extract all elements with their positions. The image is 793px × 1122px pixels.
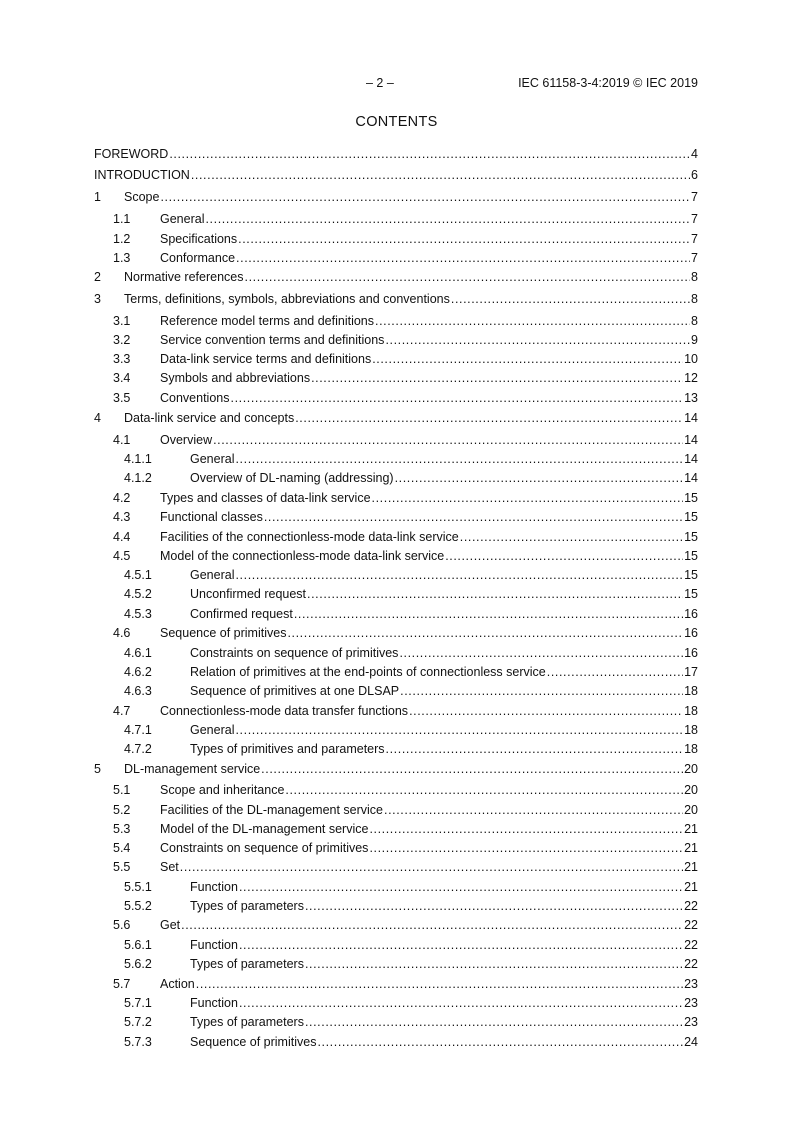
toc-entry-page: 14 [684,471,698,485]
toc-entry-title: Normative references [124,270,244,284]
toc-entry-page: 21 [684,880,698,894]
toc-entry-title: Types of parameters [190,1015,304,1029]
toc-entry-body [160,351,698,367]
toc-entry-number: 5.1 [113,783,131,797]
toc-entry-body [160,250,698,266]
toc-entry-number: 4.3 [113,510,131,524]
toc-entry-body [190,470,698,486]
toc-entry-number: 5.6.1 [124,938,152,952]
toc-entry-number: 4.6.3 [124,684,152,698]
toc-entry-page: 21 [684,822,698,836]
toc-entry-body [160,432,698,448]
toc-entry[interactable] [94,470,698,486]
dot-leader [196,976,683,992]
toc-entry-title: FOREWORD [94,147,169,161]
dot-leader [238,231,690,247]
toc-entry-title: Terms, definitions, symbols, abbreviations and conventions [124,292,450,306]
toc-entry-title: General [190,723,235,737]
toc-entry-title: Action [160,977,195,991]
toc-entry-page: 15 [684,587,698,601]
toc-entry-page: 14 [684,433,698,447]
toc-entry-number: 5.7.2 [124,1015,152,1029]
toc-entry-page: 12 [684,371,698,385]
toc-entry-page: 7 [691,190,698,204]
toc-entry-number: 5.2 [113,803,131,817]
toc-entry-title: Model of the connectionless-mode data-link service [160,549,445,563]
toc-entry-number: 1.3 [113,251,131,265]
toc-entry-title: Unconfirmed request [190,587,307,601]
toc-entry-page: 7 [691,212,698,226]
toc-entry-page: 22 [684,957,698,971]
toc-entry[interactable] [94,859,698,875]
toc-entry-number: 5.3 [113,822,131,836]
toc-entry-page: 22 [684,938,698,952]
toc-entry-page: 16 [684,607,698,621]
toc-entry-page: 15 [684,530,698,544]
toc-entry-number: 4.7 [113,704,131,718]
toc-entry-title: DL-management service [124,762,261,776]
toc-entry-page: 23 [684,1015,698,1029]
toc-entry-number: 4.1.1 [124,452,152,466]
dot-leader [236,250,690,266]
toc-entry-page: 23 [684,996,698,1010]
toc-entry[interactable] [94,432,698,448]
toc-entry[interactable] [94,722,698,738]
toc-entry-page: 17 [684,665,698,679]
dot-leader [235,451,683,467]
toc-entry-number: 4.2 [113,491,131,505]
toc-entry[interactable] [94,548,698,564]
toc-entry-page: 15 [684,549,698,563]
dot-leader [369,840,683,856]
toc-entry-title: Overview of DL-naming (addressing) [190,471,394,485]
toc-entry-page: 20 [684,783,698,797]
toc-entry-title: Data-link service and concepts [124,411,295,425]
dot-leader [445,548,683,564]
toc-entry[interactable] [94,490,698,506]
dot-leader [305,956,683,972]
toc-entry-title: Symbols and abbreviations [160,371,311,385]
toc-entry-body [190,898,698,914]
toc-entry[interactable] [94,567,698,583]
dot-leader [375,313,690,329]
toc-entry-number: 3.3 [113,352,131,366]
toc-entry[interactable] [94,821,698,837]
toc-entry-body [124,410,698,426]
dot-leader [311,370,683,386]
toc-entry[interactable] [94,167,698,183]
dot-leader [205,211,690,227]
toc-entry-page: 7 [691,251,698,265]
toc-entry-title: Sequence of primitives at one DLSAP [190,684,400,698]
toc-entry-number: 1.2 [113,232,131,246]
dot-leader [181,917,683,933]
toc-entry-body [160,490,698,506]
table-of-contents [94,0,698,1122]
toc-entry-title: General [190,568,235,582]
dot-leader [285,782,683,798]
toc-entry-body [160,370,698,386]
dot-leader [385,332,690,348]
dot-leader [213,432,683,448]
toc-entry-page: 8 [691,314,698,328]
toc-entry-title: Function [190,880,238,894]
toc-entry-body [190,1034,698,1050]
toc-entry-number: 4 [94,411,101,425]
toc-entry[interactable] [94,351,698,367]
toc-entry-title: Constraints on sequence of primitives [190,646,399,660]
toc-entry-page: 20 [684,762,698,776]
toc-entry-number: 3 [94,292,101,306]
toc-entry-page: 13 [684,391,698,405]
toc-entry-number: 3.5 [113,391,131,405]
toc-entry-body [160,390,698,406]
toc-entry[interactable] [94,211,698,227]
toc-entry-page: 22 [684,899,698,913]
toc-entry-page: 14 [684,411,698,425]
toc-entry[interactable] [94,509,698,525]
toc-entry-title: Facilities of the connectionless-mode data-link service [160,530,459,544]
toc-entry[interactable] [94,761,698,777]
toc-entry-body [160,782,698,798]
toc-entry-number: 5.7.3 [124,1035,152,1049]
dot-leader [191,167,690,183]
toc-entry-number: 2 [94,270,101,284]
toc-entry-title: Service convention terms and definitions [160,333,385,347]
dot-leader [400,683,683,699]
toc-entry[interactable] [94,390,698,406]
toc-entry-number: 4.5.3 [124,607,152,621]
toc-entry[interactable] [94,1034,698,1050]
dot-leader [287,625,683,641]
toc-entry-page: 21 [684,860,698,874]
toc-entry-number: 4.4 [113,530,131,544]
toc-entry-number: 4.5 [113,549,131,563]
toc-entry-title: Functional classes [160,510,263,524]
toc-entry-page: 22 [684,918,698,932]
toc-entry-number: 3.2 [113,333,131,347]
toc-entry[interactable] [94,976,698,992]
toc-entry-title: Conformance [160,251,236,265]
toc-entry-page: 18 [684,684,698,698]
toc-entry[interactable] [94,1014,698,1030]
toc-entry[interactable] [94,840,698,856]
toc-entry-page: 18 [684,704,698,718]
toc-entry-title: Conventions [160,391,230,405]
toc-entry[interactable] [94,606,698,622]
dot-leader [160,189,690,205]
toc-entry-body [190,879,698,895]
dot-leader [235,567,683,583]
toc-entry-title: Relation of primitives at the end-points of connectionless service [190,665,546,679]
toc-entry[interactable] [94,645,698,661]
toc-entry-title: Types of parameters [190,957,304,971]
dot-leader [307,586,683,602]
toc-entry-body [94,146,698,162]
toc-entry-title: Function [190,996,238,1010]
toc-entry-title: Get [160,918,181,932]
document-reference: IEC 61158-3-4:2019 © IEC 2019 [518,76,698,90]
toc-entry[interactable] [94,451,698,467]
toc-entry-body [94,167,698,183]
toc-entry-body [160,859,698,875]
toc-entry[interactable] [94,703,698,719]
toc-entry-number: 5.6.2 [124,957,152,971]
toc-entry[interactable] [94,586,698,602]
toc-entry-body [124,291,698,307]
dot-leader [317,1034,683,1050]
dot-leader [386,741,684,757]
toc-entry-page: 14 [684,452,698,466]
toc-entry[interactable] [94,741,698,757]
toc-entry[interactable] [94,189,698,205]
toc-entry-title: Model of the DL-management service [160,822,369,836]
toc-entry-page: 18 [684,723,698,737]
toc-entry-page: 15 [684,510,698,524]
toc-entry-title: Sequence of primitives [160,626,287,640]
toc-entry-number: 4.1 [113,433,131,447]
toc-entry-title: Constraints on sequence of primitives [160,841,369,855]
toc-entry-body [190,606,698,622]
toc-entry[interactable] [94,782,698,798]
dot-leader [372,351,683,367]
toc-entry-body [160,548,698,564]
toc-entry-page: 21 [684,841,698,855]
toc-entry-body [190,995,698,1011]
dot-leader [395,470,684,486]
dot-leader [384,802,683,818]
toc-entry-number: 5.6 [113,918,131,932]
toc-entry[interactable] [94,898,698,914]
toc-entry-page: 6 [691,168,698,182]
toc-entry-body [190,722,698,738]
toc-entry-title: Sequence of primitives [190,1035,317,1049]
dot-leader [169,146,690,162]
toc-entry[interactable] [94,879,698,895]
toc-entry-body [124,761,698,777]
toc-entry-body [190,741,698,757]
dot-leader [261,761,683,777]
toc-entry-number: 5 [94,762,101,776]
toc-entry-number: 5.5.1 [124,880,152,894]
toc-entry-number: 4.7.1 [124,723,152,737]
dot-leader [399,645,683,661]
dot-leader [305,898,683,914]
toc-entry-number: 4.7.2 [124,742,152,756]
dot-leader [264,509,683,525]
dot-leader [369,821,683,837]
dot-leader [372,490,684,506]
toc-entry-title: Types of parameters [190,899,304,913]
toc-entry-number: 3.1 [113,314,131,328]
toc-entry-title: Reference model terms and definitions [160,314,375,328]
toc-entry-body [160,625,698,641]
toc-entry-title: Data-link service terms and definitions [160,352,372,366]
toc-entry[interactable] [94,937,698,953]
toc-entry-body [190,937,698,953]
dot-leader [451,291,690,307]
toc-entry-body [160,313,698,329]
toc-entry-body [190,586,698,602]
toc-entry-page: 15 [684,491,698,505]
toc-entry-body [190,664,698,680]
toc-entry-title: Function [190,938,238,952]
toc-entry-body [160,802,698,818]
toc-entry-body [190,1014,698,1030]
toc-entry[interactable] [94,956,698,972]
dot-leader [245,269,691,285]
toc-entry-number: 4.1.2 [124,471,152,485]
toc-entry-title: Specifications [160,232,238,246]
toc-entry-title: General [160,212,205,226]
toc-entry-body [160,840,698,856]
toc-entry-body [160,821,698,837]
page-number: – 2 – [366,76,394,90]
toc-entry-body [124,189,698,205]
toc-entry-number: 4.5.2 [124,587,152,601]
toc-entry[interactable] [94,664,698,680]
dot-leader [239,995,683,1011]
toc-entry-page: 16 [684,646,698,660]
toc-entry-body [160,917,698,933]
toc-entry-number: 1 [94,190,101,204]
toc-entry-body [190,451,698,467]
toc-entry[interactable] [94,625,698,641]
toc-entry-body [124,269,698,285]
toc-entry-number: 1.1 [113,212,131,226]
toc-entry[interactable] [94,146,698,162]
toc-entry[interactable] [94,529,698,545]
page-title: CONTENTS [355,114,438,130]
dot-leader [235,722,683,738]
toc-entry-page: 10 [684,352,698,366]
toc-entry-title: General [190,452,235,466]
toc-entry-title: Confirmed request [190,607,293,621]
toc-entry[interactable] [94,410,698,426]
toc-entry-number: 4.6.2 [124,665,152,679]
toc-entry-number: 5.5 [113,860,131,874]
toc-entry-body [160,529,698,545]
toc-entry-body [160,231,698,247]
toc-entry[interactable] [94,313,698,329]
toc-entry[interactable] [94,231,698,247]
toc-entry-page: 23 [684,977,698,991]
toc-entry-page: 16 [684,626,698,640]
toc-entry-body [190,567,698,583]
toc-entry[interactable] [94,683,698,699]
toc-entry-page: 18 [684,742,698,756]
toc-entry-title: Set [160,860,179,874]
toc-entry[interactable] [94,917,698,933]
dot-leader [305,1014,683,1030]
toc-entry[interactable] [94,291,698,307]
toc-entry-number: 5.5.2 [124,899,152,913]
toc-entry-page: 9 [691,333,698,347]
toc-entry-number: 5.7 [113,977,131,991]
toc-entry-page: 4 [691,147,698,161]
dot-leader [231,390,684,406]
toc-entry-page: 15 [684,568,698,582]
toc-entry-body [160,332,698,348]
dot-leader [180,859,683,875]
toc-entry-body [190,956,698,972]
toc-entry-title: Scope [124,190,160,204]
toc-entry-number: 4.5.1 [124,568,152,582]
toc-entry-number: 3.4 [113,371,131,385]
toc-entry-number: 5.7.1 [124,996,152,1010]
toc-entry-title: Types of primitives and parameters [190,742,385,756]
toc-entry-title: Facilities of the DL-management service [160,803,384,817]
toc-entry-body [190,645,698,661]
toc-entry-page: 8 [691,292,698,306]
toc-entry-number: 5.4 [113,841,131,855]
toc-entry[interactable] [94,995,698,1011]
dot-leader [409,703,683,719]
dot-leader [547,664,683,680]
toc-entry[interactable] [94,370,698,386]
toc-entry-number: 4.6 [113,626,131,640]
toc-entry-page: 20 [684,803,698,817]
toc-entry[interactable] [94,802,698,818]
toc-entry-body [160,509,698,525]
dot-leader [294,606,683,622]
toc-entry-title: Scope and inheritance [160,783,285,797]
toc-entry-page: 24 [684,1035,698,1049]
toc-entry-title: Types and classes of data-link service [160,491,371,505]
toc-entry[interactable] [94,332,698,348]
toc-entry[interactable] [94,269,698,285]
toc-entry-body [190,683,698,699]
toc-entry-number: 4.6.1 [124,646,152,660]
dot-leader [239,879,683,895]
dot-leader [295,410,683,426]
toc-entry-body [160,703,698,719]
toc-entry-title: INTRODUCTION [94,168,190,182]
toc-entry-page: 8 [691,270,698,284]
toc-entry[interactable] [94,250,698,266]
dot-leader [460,529,683,545]
dot-leader [239,937,683,953]
toc-entry-page: 7 [691,232,698,246]
toc-entry-body [160,211,698,227]
toc-entry-title: Overview [160,433,213,447]
toc-entry-body [160,976,698,992]
toc-entry-title: Connectionless-mode data transfer functions [160,704,409,718]
